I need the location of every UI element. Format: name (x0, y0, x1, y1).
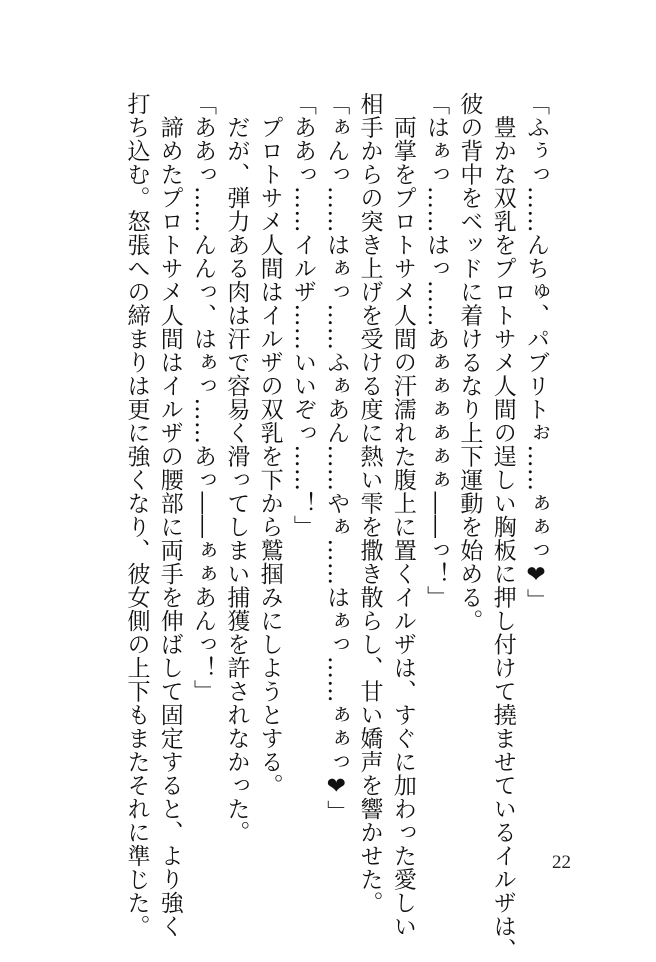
text-line-2: 豊かな双乳をプロトサメ人間の逞しい胸板に押し付けて撓ませているイルザは、 (489, 92, 516, 962)
text-line-6: 相手からの突き上げを受ける度に熱い雫を撒き散らし、甘い嬌声を響かせた。 (356, 92, 383, 915)
text-line-11: 「ああっ……んんっ、はぁっ……あっ――ぁぁあんっ！」 (190, 92, 217, 703)
text-line-10: だが、弾力ある肉は汗で容易く滑ってしまい捕獲を許されなかった。 (223, 92, 250, 844)
text-line-8: 「ああっ……イルザ……いいぞっ……！」 (289, 92, 316, 539)
novel-body-text (119, 92, 552, 962)
text-line-1: 「ふぅっ……んちゅ、パブリトぉ……ぁぁっ❤」 (523, 92, 549, 612)
text-line-12: 諦めたプロトサメ人間はイルザの腰部に両手を伸ばして固定すると、より強く (156, 92, 183, 938)
text-line-5: 両掌をプロトサメ人間の汗濡れた腹上に置くイルザは、すぐに加わった愛しい (389, 92, 416, 938)
text-line-13: 打ち込む。怒張への締まりは更に強くなり、彼女側の上下もまたそれに準じた。 (123, 92, 150, 938)
text-line-7: 「ぁんっ……はぁっ……ふぁあん……やぁ……はぁっ……ぁぁっ❤」 (323, 92, 350, 824)
text-line-9: プロトサメ人間はイルザの双乳を下から鷲掴みにしようとする。 (256, 92, 283, 797)
text-line-3: 彼の背中をベッドに着けるなり上下運動を始める。 (456, 92, 483, 633)
text-line-4: 「はぁっ……はっ……あぁぁぁぁぁぁ――っ！」 (423, 92, 450, 609)
page-number: 22 (552, 852, 571, 873)
